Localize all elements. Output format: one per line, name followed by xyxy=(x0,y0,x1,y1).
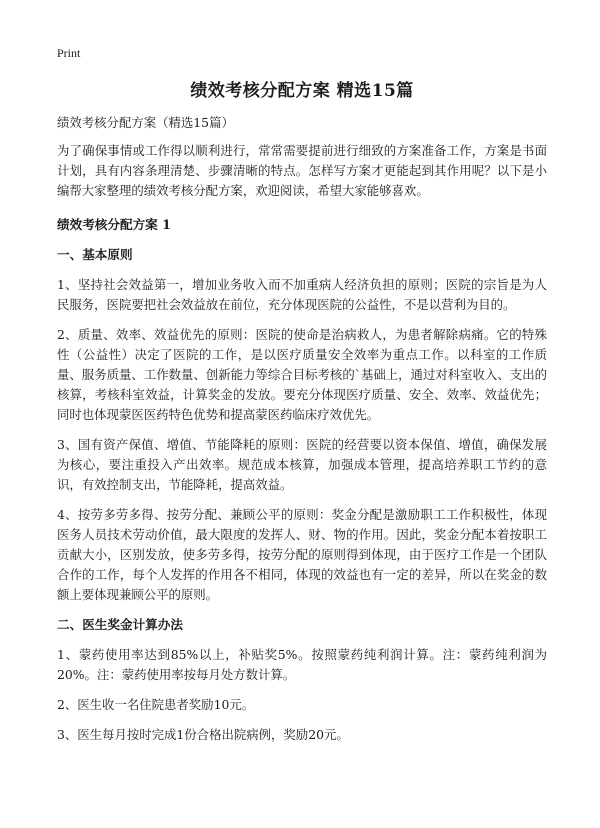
bonus-item: 3、医生每月按时完成1份合格出院病例，奖励20元。 xyxy=(57,727,349,742)
section-heading-bonus-calculation: 二、医生奖金计算办法 xyxy=(57,617,183,632)
principle-item: 3、国有资产保值、增值、节能降耗的原则：医院的经营要以资本保值、增值，确保发展为核心，要注重投入产出效率。规范成本核算，加强成本管理，提高培养职工节约的意识，有效控制支出，节能降耗，提高效益。 xyxy=(57,437,547,492)
bonus-item: 2、医生收一名住院患者奖励10元。 xyxy=(57,697,255,712)
principle-item: 4、按劳多劳多得、按劳分配、兼顾公平的原则：奖金分配是激励职工工作积极性，体现医务人员技术劳动价值，最大限度的发挥人、财、物的作用。因此，奖金分配本着按职工贡献大小，区别发放，使多劳多得，按劳分配的原则得到体现，由于医疗工作是一个团队合作的工作，每个人发挥的作用各不相同，体现的效益也有一定的差异，所以在奖金的数额上要体现兼顾公平的原则。 xyxy=(57,507,547,602)
page-title: 绩效考核分配方案 精选15篇 xyxy=(190,81,414,101)
document-body xyxy=(57,80,547,755)
print-link[interactable]: Print xyxy=(57,46,81,60)
principle-item: 1、坚持社会效益第一，增加业务收入而不加重病人经济负担的原则；医院的宗旨是为人民服务，医院要把社会效益放在前位，充分体现医院的公益性，不是以营利为目的。 xyxy=(57,277,547,312)
plan-heading: 绩效考核分配方案 1 xyxy=(57,217,171,232)
document-subtitle: 绩效考核分配方案（精选15篇） xyxy=(57,115,234,130)
bonus-item: 1、蒙药使用率达到85%以上，补贴奖5%。按照蒙药纯利润计算。注：蒙药纯利润为20%。注：蒙药使用率按每月处方数计算。 xyxy=(57,647,547,682)
section-heading-basic-principles: 一、基本原则 xyxy=(57,247,133,262)
principle-item: 2、质量、效率、效益优先的原则：医院的使命是治病救人，为患者解除病痛。它的特殊性（公益性）决定了医院的工作，是以医疗质量安全效率为重点工作。以科室的工作质量、服务质量、工作数量、创新能力等综合目标考核的`基础上，通过对科室收入、支出的核算，考核科室效益，计算奖金的发放。要充分体现医疗质量、安全、效率、效益优先；同时也体现蒙医医药特色优势和提高蒙医药临床疗效优先。 xyxy=(57,327,547,422)
intro-paragraph: 为了确保事情或工作得以顺利进行，常常需要提前进行细致的方案准备工作，方案是书面计划，具有内容条理清楚、步骤清晰的特点。怎样写方案才更能起到其作用呢？以下是小编帮大家整理的绩效考核分配方案，欢迎阅读，希望大家能够喜欢。 xyxy=(57,143,547,198)
